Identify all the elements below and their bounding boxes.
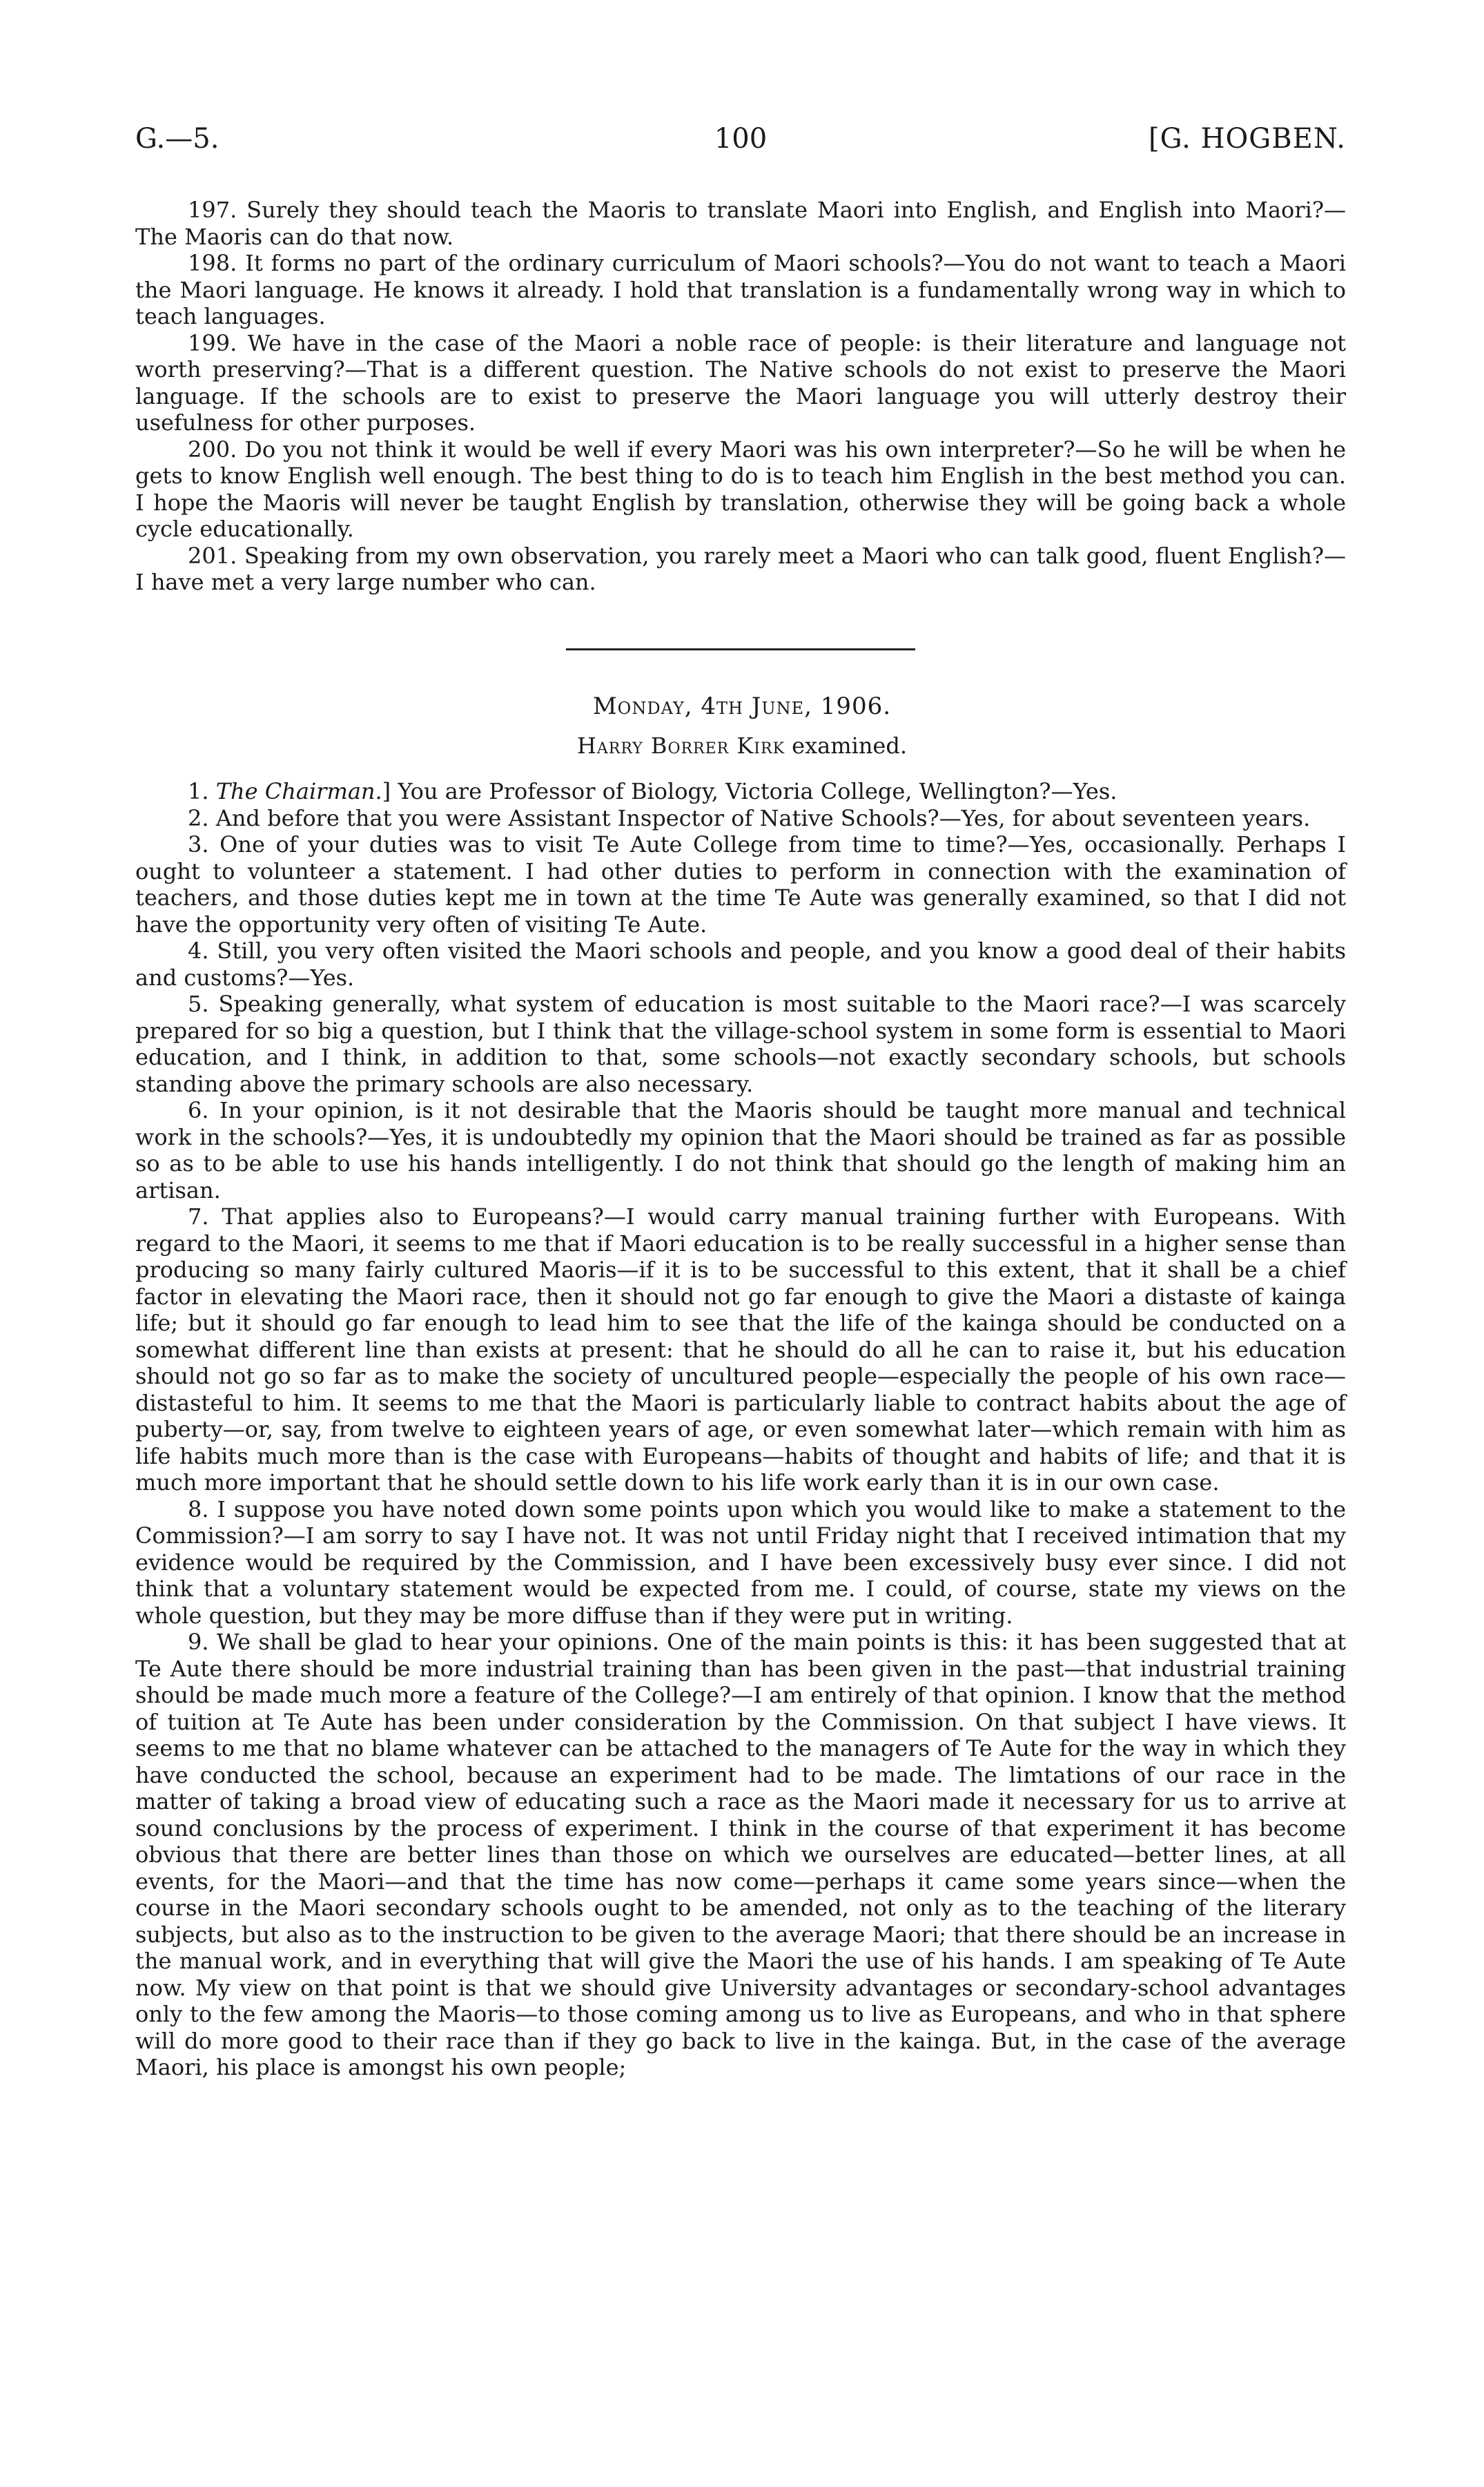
paragraph-3: 3. One of your duties was to visit Te Aute College from time to time?—Yes, occasionally. Perhaps I ought to volunteer a statement. I had other duties to perform in connection with the examination of teachers, and those duties kept me in town at the time Te Aute was generally examined, so that I did not have the opportunity very often of visiting Te Aute. xyxy=(135,831,1346,938)
paragraph-198: 198. It forms no part of the ordinary curriculum of Maori schools?—You do not want to teach a Maori the Maori language. He knows it already. I hold that translation is a fundamentally wrong way in which to teach languages. xyxy=(135,250,1346,329)
paragraph-5: 5. Speaking generally, what system of education is most suitable to the Maori race?—I was scarcely prepared for so big a question, but I think that the village-school system in some form is essential to Maori education, and I think, in addition to that, some schools—not exactly secondary schools, but schools standing above the primary schools are also necessary. xyxy=(135,991,1346,1097)
speaker-label: The Chairman. xyxy=(215,778,382,804)
paragraph-201: 201. Speaking from my own observation, you rarely meet a Maori who can talk good, fluent English?—I have met a very large number who can. xyxy=(135,542,1346,595)
section-divider xyxy=(566,648,915,650)
page-number: 100 xyxy=(714,123,768,155)
paragraph-6: 6. In your opinion, is it not desirable that the Maoris should be taught more manual and technical work in the schools?—Yes, it is undoubtedly my opinion that the Maori should be trained as far as possible so as to be able to use his hands intelligently. I do not think that should go the length of making him an artisan. xyxy=(135,1097,1346,1203)
witness-examined: examined. xyxy=(785,733,908,759)
question-text: ] You are Professor of Biology, Victoria College, Wellington?—Yes. xyxy=(382,778,1117,804)
examination-section xyxy=(135,778,1346,2081)
paragraph-4: 4. Still, you very often visited the Maori schools and people, and you know a good deal of their habits and customs?—Yes. xyxy=(135,938,1346,991)
paragraph-8: 8. I suppose you have noted down some points upon which you would like to make a statement to the Commission?—I am sorry to say I have not. It was not until Friday night that I received intimation that my evidence would be required by the Commission, and I have been excessively busy ever since. I did not think that a voluntary statement would be expected from me. I could, of course, state my views on the whole question, but they may be more diffuse than if they were put in writing. xyxy=(135,1496,1346,1629)
paragraph-199: 199. We have in the case of the Maori a noble race of people: is their literature and language not worth preserving?—That is a different question. The Native schools do not exist to preserve the Maori language. If the schools are to exist to preserve the Maori language you will utterly destroy their usefulness for other purposes. xyxy=(135,329,1346,436)
paragraph-200: 200. Do you not think it would be well if every Maori was his own interpreter?—So he will be when he gets to know English well enough. The best thing to do is to teach him English in the best method you can. I hope the Maoris will never be taught English by translation, otherwise they will be going back a whole cycle educationally. xyxy=(135,436,1346,542)
header-reference: G.—5. xyxy=(135,123,219,155)
question-number: 1. xyxy=(188,778,209,804)
running-header xyxy=(135,123,1346,164)
witness-heading xyxy=(0,733,1484,759)
witness-name: Harry Borrer Kirk xyxy=(576,733,785,759)
paragraph-7: 7. That applies also to Europeans?—I would carry manual training further with Europeans. With regard to the Maori, it seems to me that if Maori education is to be really successful in a higher sense than producing so many fairly cultured Maoris—if it is to be successful to this extent, that it shall be a chief factor in elevating the Maori race, then it should not go far enough to give the Maori a distaste of kainga life; but it should go far enough to lead him to see that the life of the kainga should be conducted on a somewhat different line than exists at present: that he should do all he can to raise it, but his education should not go so far as to make the society of uncultured people—especially the people of his own race—distasteful to him. It seems to me that the Maori is particularly liable to contract habits about the age of puberty—or, say, from twelve to eighteen years of age, or even somewhat later—which remain with him as life habits much more than is the case with Europeans—habits of thought and habits of life; and that it is much more important that he should settle down to his life work early than it is in our own case. xyxy=(135,1203,1346,1496)
paragraph-1 xyxy=(135,778,1346,805)
session-date: Monday, 4th June, 1906. xyxy=(592,693,892,720)
top-section xyxy=(135,197,1346,596)
paragraph-197: 197. Surely they should teach the Maoris to translate Maori into English, and English into Maori?—The Maoris can do that now. xyxy=(135,197,1346,250)
paragraph-9: 9. We shall be glad to hear your opinions. One of the main points is this: it has been suggested that at Te Aute there should be more industrial training than has been given in the past—that industrial training should be made much more a feature of the College?—I am entirely of that opinion. I know that the method of tuition at Te Aute has been under consideration by the Commission. On that subject I have views. It seems to me that no blame whatever can be attached to the managers of Te Aute for the way in which they have conducted the school, because an experiment had to be made. The limtations of our race in the matter of taking a broad view of educating such a race as the Maori made it necessary for us to arrive at sound conclusions by the process of experiment. I think in the course of that experiment it has become obvious that there are better lines than those on which we ourselves are educated—better lines, at all events, for the Maori—and that the time has now come—perhaps it came some years since—when the course in the Maori secondary schools ought to be amended, not only as to the teaching of the literary subjects, but also as to the instruction to be given to the average Maori; that there should be an increase in the manual work, and in everything that will give the Maori the use of his hands. I am speaking of Te Aute now. My view on that point is that we should give University advantages or secondary-school advantages only to the few among the Maoris—to those coming among us to live as Europeans, and who in that sphere will do more good to their race than if they go back to live in the kainga. But, in the case of the average Maori, his place is amongst his own people; xyxy=(135,1629,1346,2080)
paragraph-2: 2. And before that you were Assistant Inspector of Native Schools?—Yes, for about seventeen years. xyxy=(188,804,1311,831)
header-witness: [G. HOGBEN. xyxy=(1149,123,1346,155)
